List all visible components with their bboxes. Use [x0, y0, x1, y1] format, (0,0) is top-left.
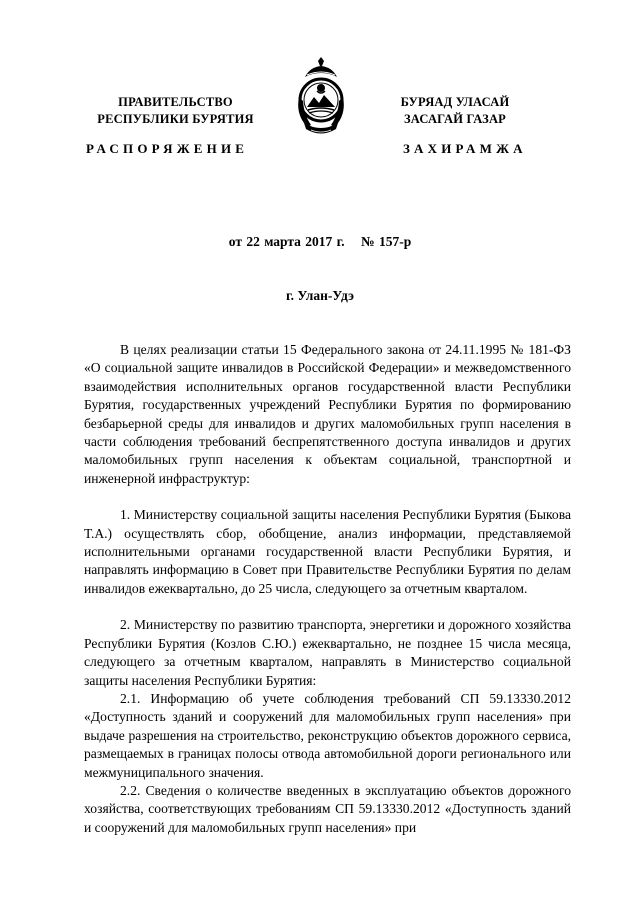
date-line	[0, 234, 640, 250]
document-body	[84, 341, 571, 837]
document-number: № 157-р	[361, 234, 412, 249]
document-city: г. Улан-Удэ	[286, 288, 354, 303]
document-kind-left: РАСПОРЯЖЕНИЕ	[86, 141, 249, 156]
issuer-left	[78, 94, 273, 128]
item-2-paragraph: 2. Министерству по развитию транспорта, энергетики и дорожного хозяйства Республики Бурятия (Козлов С.Ю.) ежеквартально, не позднее 15 числа месяца, следующего за отчетным кварталом, направлять в Министерство социальной защиты населения Республики Бурятия:	[84, 617, 571, 688]
document-date: от 22 марта 2017 г.	[228, 234, 345, 249]
issuer-left-line1: ПРАВИТЕЛЬСТВО	[118, 95, 233, 109]
issuer-right	[355, 94, 555, 128]
item-1-paragraph: 1. Министерству социальной защиты населения Республики Бурятия (Быкова Т.А.) осуществлять сбор, обобщение, анализ информации, представляемой исполнительными органами государственной власти Республики Бурятия, и направлять информацию в Совет при Правительстве Республики Бурятия по делам инвалидов ежеквартально, до 25 числа, следующего за отчетным кварталом.	[84, 507, 571, 596]
item-2-2-paragraph: 2.2. Сведения о количестве введенных в эксплуатацию объектов дорожного хозяйства, соответствующих требованиям СП 59.13330.2012 «Доступность зданий и сооружений для маломобильных групп населения» при	[84, 782, 571, 835]
issuer-right-line2: ЗАСАГАЙ ГАЗАР	[403, 112, 507, 126]
coat-of-arms-icon	[296, 57, 346, 145]
preamble-paragraph: В целях реализации статьи 15 Федерального закона от 24.11.1995 № 181-ФЗ «О социальной защите инвалидов в Российской Федерации» и межведомственного взаимодействия исполнительных органов государственной власти Республики Бурятия, государственных учреждений Республики Бурятия по формированию безбарьерной среды для инвалидов и других маломобильных групп населения в части соблюдения требований беспрепятственного доступа инвалидов и других маломобильных групп населения к объектам социальной, транспортной и инженерной инфраструктур:	[84, 342, 571, 486]
issuer-right-line1: БУРЯАД УЛАСАЙ	[400, 95, 510, 109]
issuer-left-line2: РЕСПУБЛИКИ БУРЯТИЯ	[97, 112, 254, 126]
document-kind-right: ЗАХИРАМЖА	[403, 141, 527, 156]
item-2-1-paragraph: 2.1. Информацию об учете соблюдения требований СП 59.13330.2012 «Доступность зданий и сооружений для маломобильных групп населения» при выдаче разрешения на строительство, реконструкцию объектов дорожного сервиса, размещаемых в границах полосы отвода автомобильной дороги регионального или межмуниципального значения.	[84, 690, 571, 780]
